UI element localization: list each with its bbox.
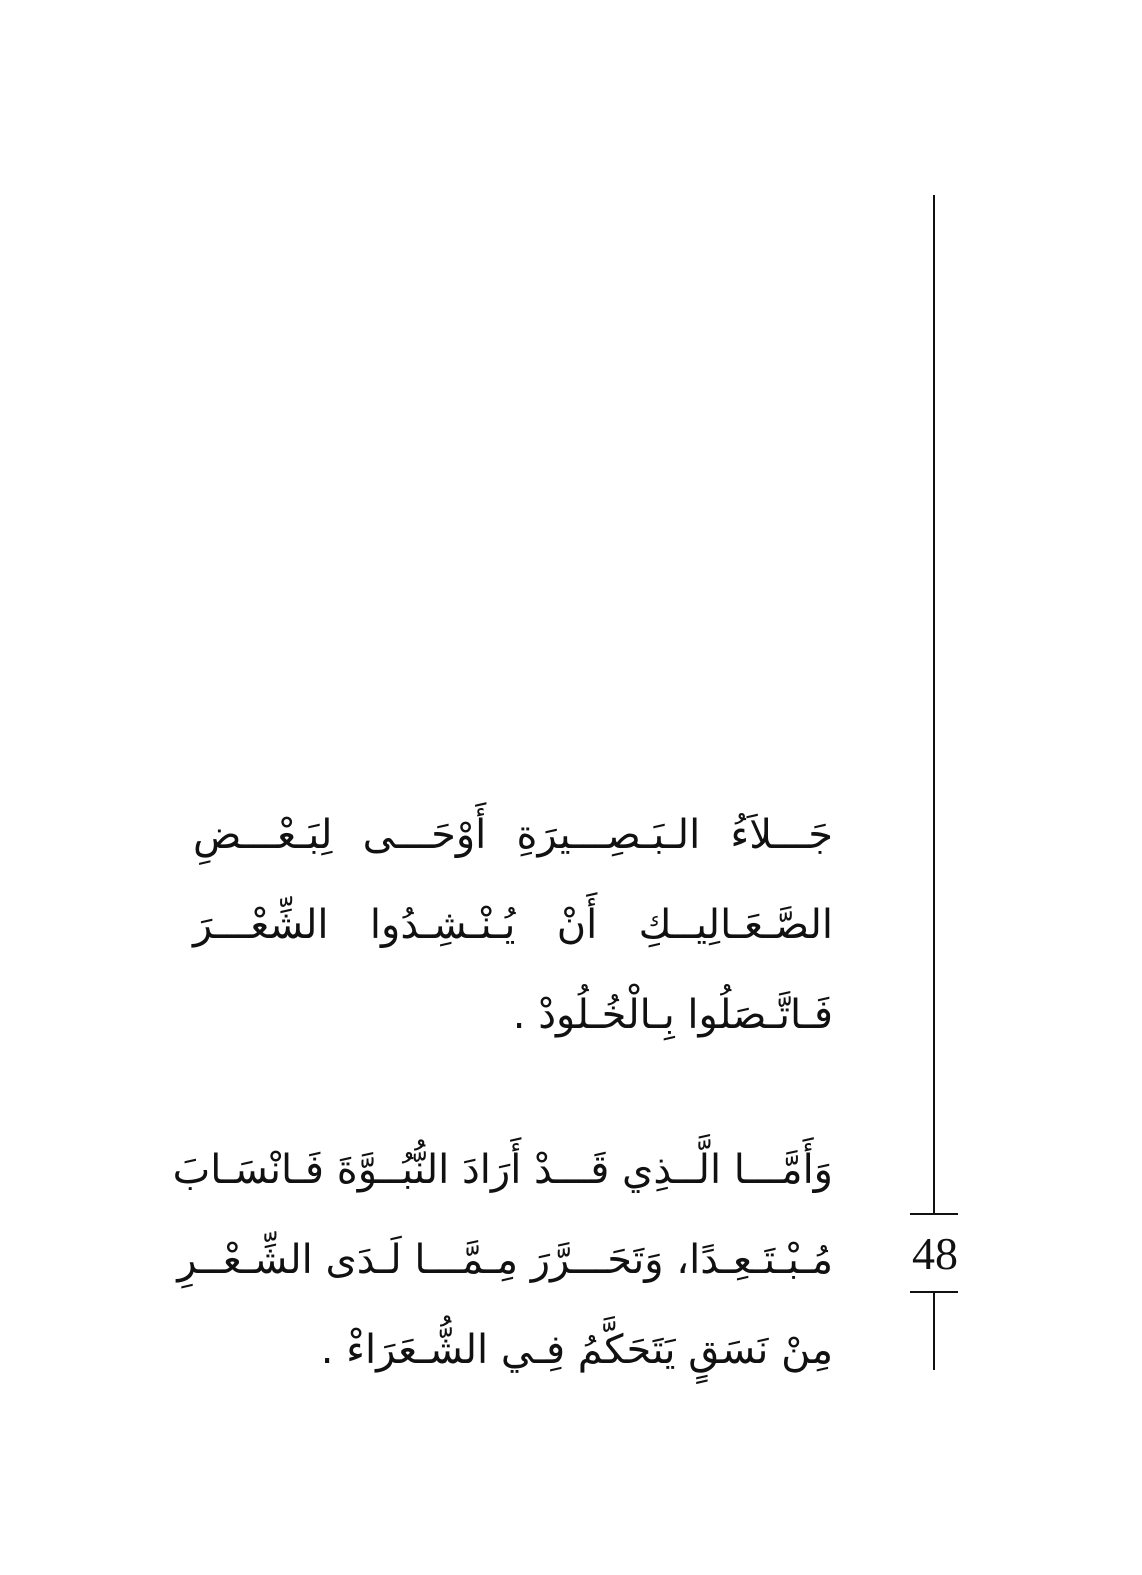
margin-rule-top	[933, 195, 935, 1214]
margin-rule-bottom	[933, 1292, 935, 1370]
poem-stanza-2	[172, 1125, 833, 1395]
page-number-tick-top	[910, 1213, 958, 1215]
poem-line: الصَّـعَـالِيــكِ أَنْ يُـنْـشِـدُوا الشِّعْـــرَ	[193, 902, 833, 948]
poem-line: فَـاتَّـصَلُوا بِـالْخُـلُودْ .	[512, 992, 833, 1038]
poem-line: مُـبْـتَـعِـدًا، وَتَحَـــرَّرَ مِـمَّـــا لَـدَى الشِّـعْــرِ	[177, 1237, 833, 1283]
page-number: 48	[912, 1228, 958, 1279]
poem-line: وَأَمَّـــا الَّــذِي قَـــدْ أَرَادَ النُّبُــوَّةَ فَـانْسَـابَ	[172, 1147, 833, 1193]
poem-line: مِنْ نَسَقٍ يَتَحَكَّمُ فِـي الشُّـعَرَاءْ .	[320, 1327, 833, 1373]
poem-stanza-1	[193, 790, 833, 1060]
poem-line: جَـــلاَءُ الـبَـصِـــيرَةِ أَوْحَـــى لِبَـعْـــضِ	[193, 812, 833, 858]
